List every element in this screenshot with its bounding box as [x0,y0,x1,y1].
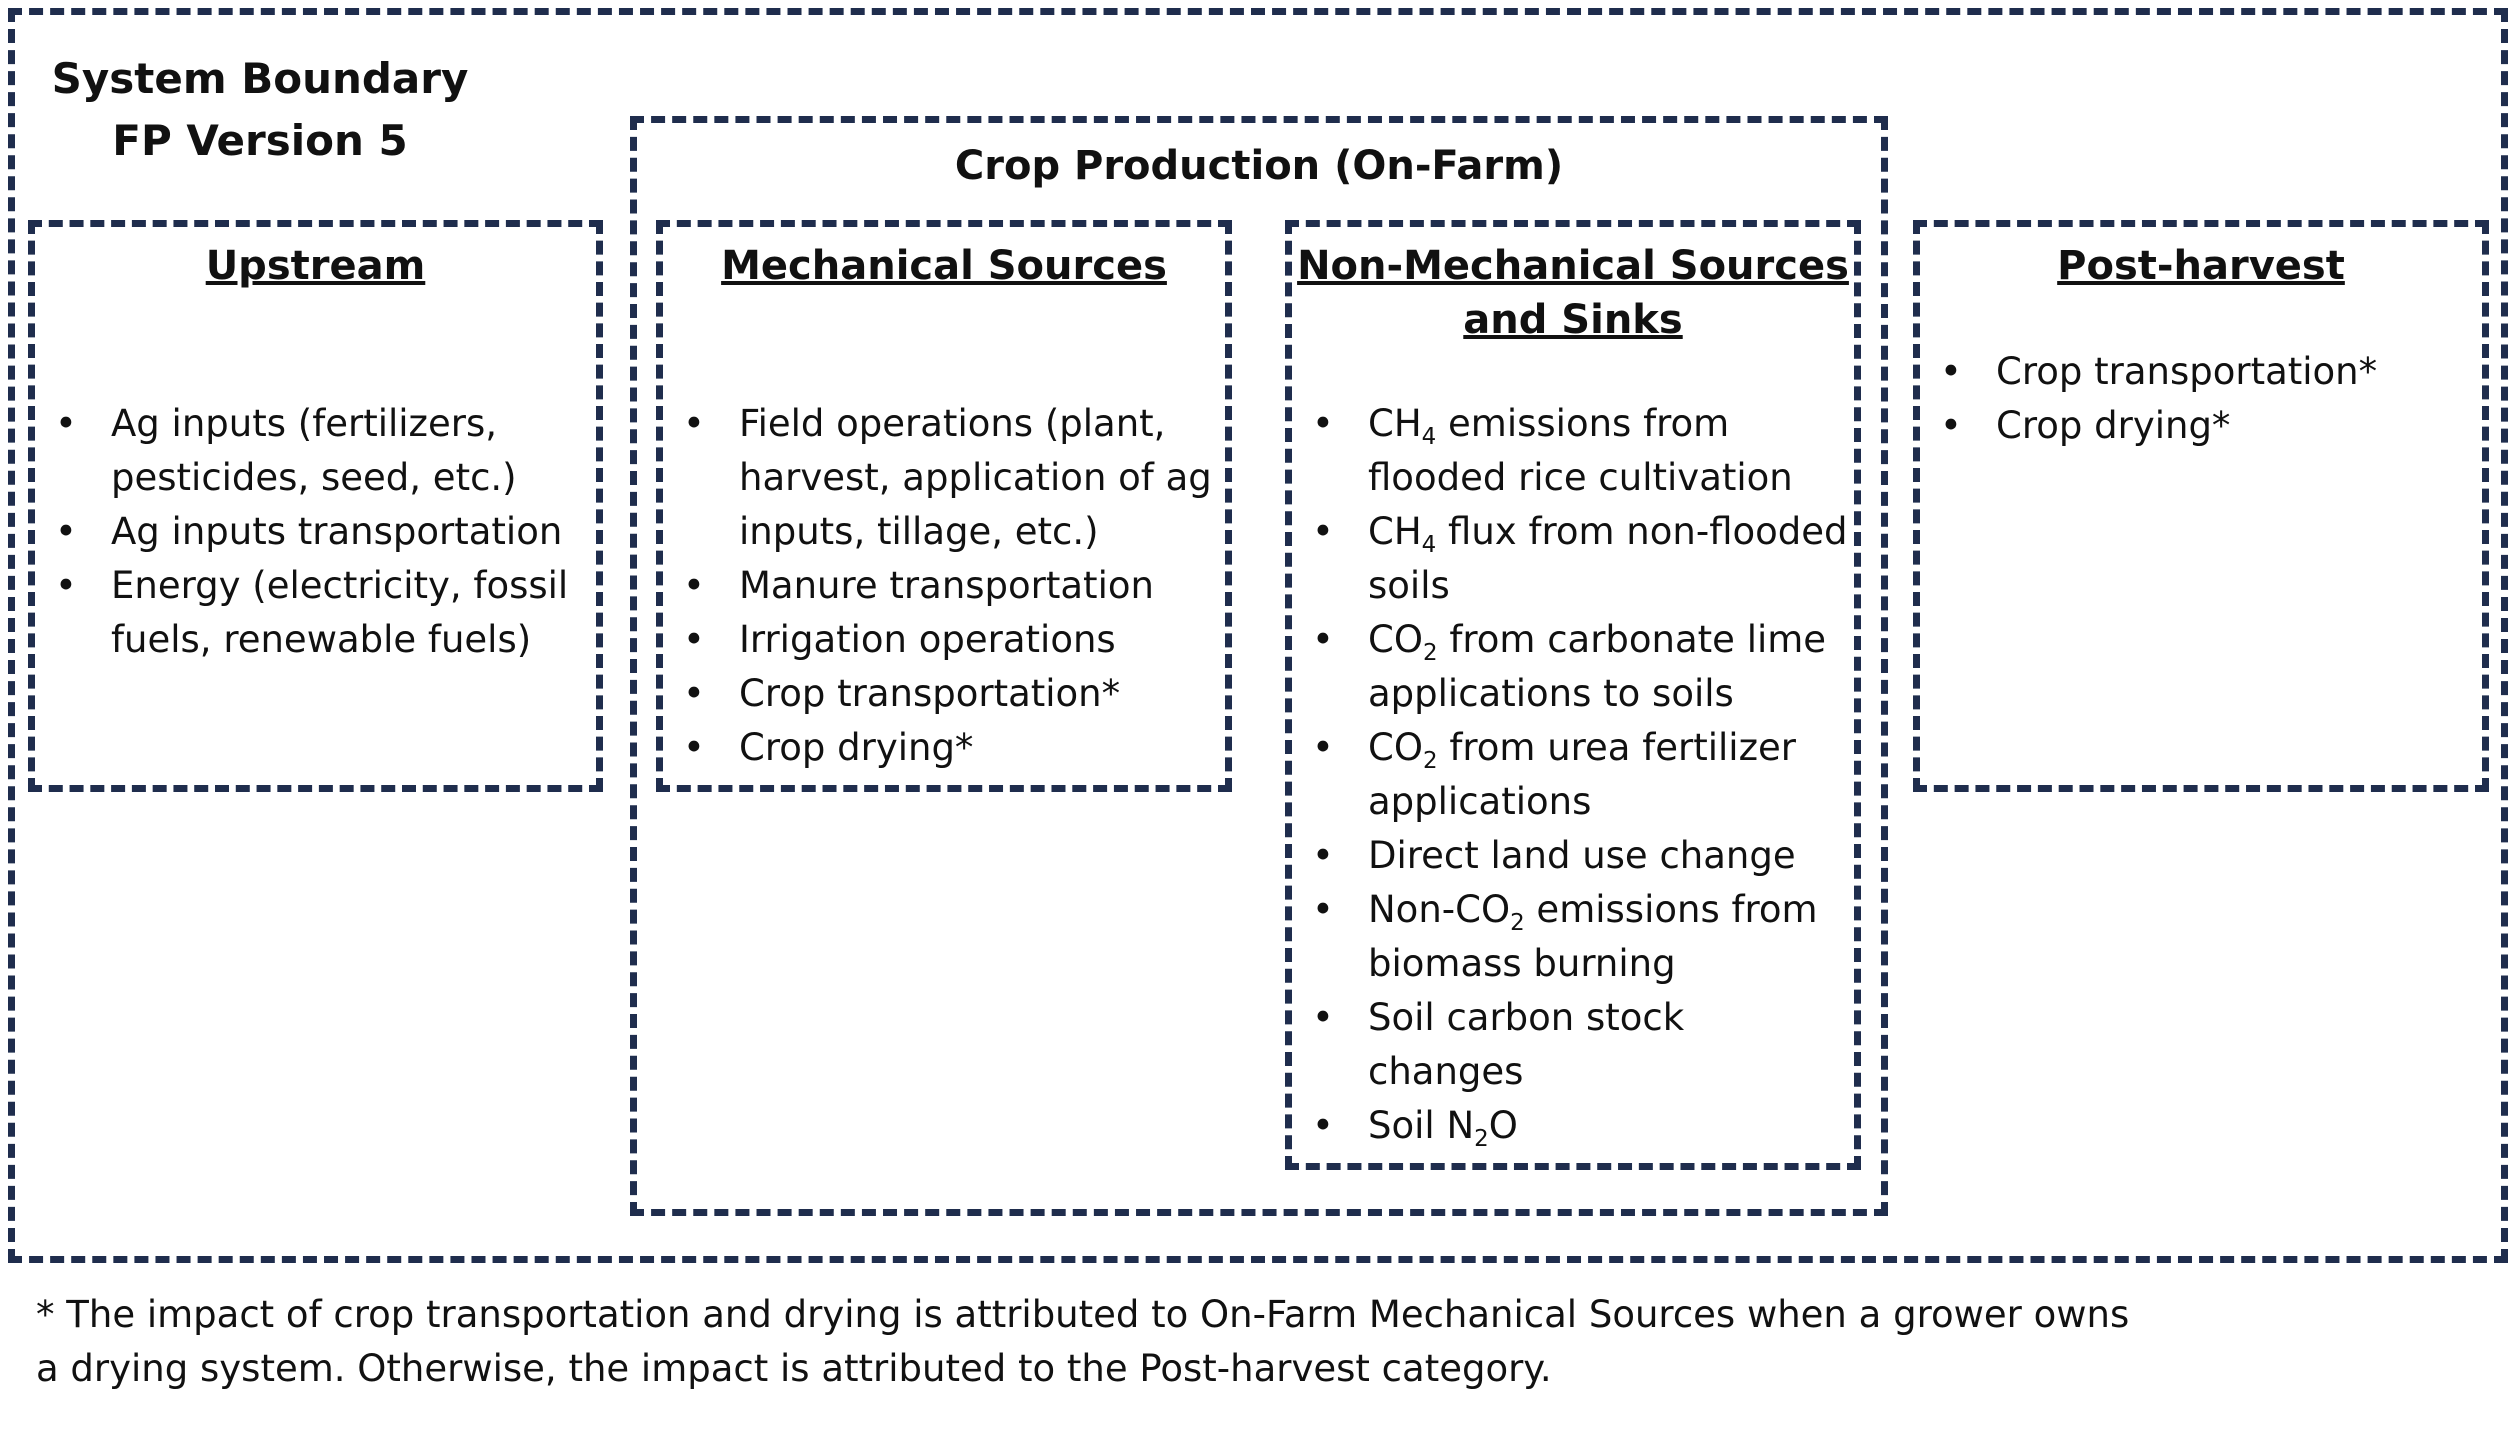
list-item-text: Energy (electricity, fossil fuels, renewable fuels) [111,564,569,661]
list-item-text: CO [1368,726,1423,769]
crop-production-title: Crop Production (On-Farm) [954,143,1564,189]
list-item [677,667,1222,721]
subscript: 2 [1510,910,1525,937]
bullet-icon: • [1312,510,1334,553]
list-item-text: Manure transportation [739,564,1154,607]
non-mechanical-title [1292,239,1854,347]
list-item [49,559,589,667]
bullet-icon: • [1940,404,1962,447]
list-item-text: Field operations (plant, harvest, application of ag inputs, tillage, etc.) [739,402,1212,553]
bullet-icon: • [1312,1104,1334,1147]
list-item-text: Crop transportation* [739,672,1121,715]
upstream-list [49,397,589,667]
mechanical-sources-box [656,220,1232,792]
bullet-icon: • [683,618,705,661]
upstream-box [28,220,603,792]
bullet-icon: • [1940,350,1962,393]
non-mechanical-sources-box [1285,220,1861,1170]
list-item [677,721,1222,775]
list-item-text: Ag inputs (fertilizers, pesticides, seed, etc.) [111,402,517,499]
list-item-text: Direct land use change [1368,834,1796,877]
list-item-text: CH [1368,510,1422,553]
list-item-text: O [1488,1104,1518,1147]
bullet-icon: • [55,402,77,445]
upstream-title: Upstream [205,243,426,289]
subscript: 4 [1421,424,1437,451]
bullet-icon: • [683,402,705,445]
list-item [1306,721,1851,829]
list-item-text: Ag inputs transportation [111,510,563,553]
list-item-text: Soil carbon stock changes [1368,996,1685,1093]
post-harvest-box [1913,220,2489,792]
list-item [677,613,1222,667]
footnote: * The impact of crop transportation and drying is attributed to On-Farm Mechanical Sources when a grower owns a drying system. Otherwise, the impact is attributed to the Post-harvest category. [36,1293,2130,1390]
list-item-text: Crop drying* [1996,404,2231,447]
list-item-text: Soil N [1368,1104,1475,1147]
system-boundary-title-line1: System Boundary [51,54,469,103]
subscript: 2 [1422,640,1438,667]
list-item-text: emissions from flooded rice cultivation [1368,402,1793,499]
mechanical-sources-title: Mechanical Sources [721,243,1167,289]
bullet-icon: • [683,672,705,715]
list-item-text: Crop transportation* [1996,350,2378,393]
list-item-text: Irrigation operations [739,618,1116,661]
list-item [1306,883,1851,991]
list-item [677,559,1222,613]
non-mechanical-title-line1: Non-Mechanical Sources [1297,243,1849,289]
list-item-text: emissions from biomass burning [1368,888,1818,985]
system-boundary-title-line2: FP Version 5 [112,116,408,165]
bullet-icon: • [1312,888,1334,931]
list-item [1306,829,1851,883]
bullet-icon: • [1312,726,1334,769]
subscript: 2 [1474,1126,1489,1153]
mechanical-sources-list [677,397,1222,775]
bullet-icon: • [55,564,77,607]
list-item [1306,991,1851,1099]
list-item [1934,399,2479,453]
list-item [1306,613,1851,721]
non-mechanical-sources-list [1306,397,1851,1153]
bullet-icon: • [1312,402,1334,445]
list-item [1306,505,1851,613]
list-item [49,397,589,505]
list-item [1306,1099,1851,1153]
subscript: 2 [1422,748,1438,775]
post-harvest-list [1934,345,2479,453]
list-item-text: Crop drying* [739,726,974,769]
list-item [1306,397,1851,505]
bullet-icon: • [55,510,77,553]
bullet-icon: • [683,726,705,769]
list-item-text: flux from non-flooded soils [1368,510,1848,607]
list-item [677,397,1222,559]
post-harvest-title: Post-harvest [2057,243,2345,289]
system-boundary-title [40,48,480,172]
list-item-text: Non-CO [1368,888,1511,931]
bullet-icon: • [683,564,705,607]
list-item-text: from carbonate lime applications to soils [1368,618,1827,715]
non-mechanical-title-line2: and Sinks [1463,297,1683,343]
list-item-text: CH [1368,402,1422,445]
list-item-text: from urea fertilizer applications [1368,726,1796,823]
bullet-icon: • [1312,996,1334,1039]
bullet-icon: • [1312,834,1334,877]
list-item [1934,345,2479,399]
bullet-icon: • [1312,618,1334,661]
list-item-text: CO [1368,618,1423,661]
subscript: 4 [1421,532,1437,559]
list-item [49,505,589,559]
